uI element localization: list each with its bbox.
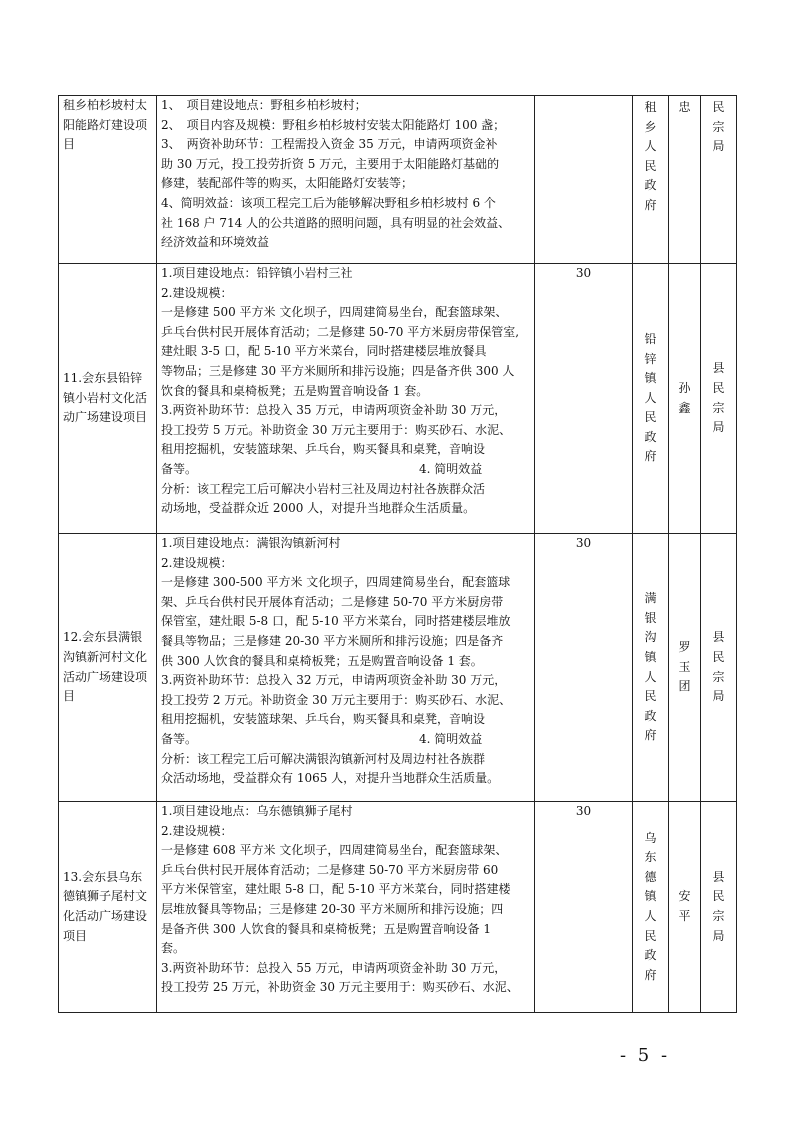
responsible-person-cell: [669, 534, 701, 802]
detail-line: 保管室，建灶眼 5-8 口，配 5-10 平方米菜台，同时搭建楼层堆放: [161, 614, 511, 629]
project-name-cell: 租乡柏杉坡村太阳能路灯建设项目: [59, 96, 157, 264]
detail-line: 乒乓台供村民开展体育活动；二是修建 50-70 平方米厨房带保管室,: [161, 324, 520, 339]
project-table: [58, 95, 737, 1013]
detail-line: 建灶眼 3-5 口，配 5-10 平方米菜台，同时搭建楼层堆放餐具: [161, 344, 487, 359]
responsible-person-cell: [669, 264, 701, 534]
detail-line: 平方米保管室，建灶眼 5-8 口，配 5-10 平方米菜台，同时搭建楼: [161, 882, 511, 897]
responsible-person-cell: [669, 96, 701, 264]
detail-line: 一是修建 500 平方米 文化坝子，四周建简易坐台，配套篮球架、: [161, 305, 508, 320]
funding-amount-cell: 30: [535, 264, 633, 534]
responsible-person-text: 忠: [678, 100, 691, 114]
funding-amount-cell: 30: [535, 534, 633, 802]
project-name-cell: 12.会东县满银沟镇新河村文化活动广场建设项目: [59, 534, 157, 802]
project-detail-cell: [157, 534, 535, 802]
funding-amount-cell: 30: [535, 802, 633, 1013]
detail-line: 一是修建 608 平方米 文化坝子，四周建简易坐台，配套篮球架、: [161, 843, 508, 858]
detail-line: 分析：该工程完工后可解决小岩村三社及周边村社各族群众活: [161, 481, 486, 496]
responsible-person-text: 罗玉团: [678, 640, 691, 694]
implementing-unit-text: 铅锌镇人民政府: [644, 331, 657, 464]
page-number: - 5 -: [620, 1045, 671, 1066]
responsible-person-cell: [669, 802, 701, 1013]
detail-line: 3、 两资补助环节：工程需投入资金 35 万元，申请两项资金补: [161, 137, 498, 152]
implementing-unit-cell: [633, 96, 669, 264]
funding-amount-cell: [535, 96, 633, 264]
detail-line: 投工投劳 5 万元。补助资金 30 万元主要用于：购买砂石、水泥、: [161, 422, 512, 437]
table-row: [59, 96, 737, 264]
implementing-unit-cell: [633, 802, 669, 1013]
project-detail-cell: [157, 264, 535, 534]
detail-line: 1.项目建设地点：铅锌镇小岩村三社: [161, 266, 353, 280]
department-text: 民宗局: [712, 100, 725, 154]
detail-line: 经济效益和环境效益: [161, 235, 270, 250]
detail-line: 修建，装配部件等的购买，太阳能路灯安装等；: [161, 176, 414, 191]
detail-line: 备等。 4. 简明效益: [161, 461, 483, 476]
detail-line: 一是修建 300-500 平方米 文化坝子，四周建简易坐台，配套篮球: [161, 575, 511, 590]
detail-line: 1、 项目建设地点：野租乡柏杉坡村；: [161, 98, 367, 112]
detail-line: 投工投劳 25 万元，补助资金 30 万元主要用于：购买砂石、水泥、: [161, 980, 519, 995]
detail-line: 众活动场地，受益群众有 1065 人，对提升当地群众生活质量。: [161, 771, 500, 786]
detail-line: 分析：该工程完工后可解决满银沟镇新河村及周边村社各族群: [161, 751, 486, 766]
detail-line: 餐具等物品；三是修建 20-30 平方米厕所和排污设施；四是备齐: [161, 633, 504, 648]
detail-line: 社 168 户 714 人的公共道路的照明问题，具有明显的社会效益、: [161, 215, 511, 230]
detail-line: 是备齐供 300 人饮食的餐具和桌椅板凳；五是购置音响设备 1: [161, 921, 491, 936]
detail-line: 3.两资补助环节：总投入 55 万元，申请两项资金补助 30 万元，: [161, 960, 507, 975]
detail-line: 投工投劳 2 万元。补助资金 30 万元主要用于：购买砂石、水泥、: [161, 692, 512, 707]
detail-line: 3.两资补助环节：总投入 35 万元，申请两项资金补助 30 万元，: [161, 403, 507, 418]
detail-line: 层堆放餐具等物品；三是修建 20-30 平方米厕所和排污设施；四: [161, 901, 504, 916]
department-cell: [701, 534, 737, 802]
table-row: [59, 534, 737, 802]
department-text: 县民宗局: [712, 361, 725, 435]
department-text: 县民宗局: [712, 630, 725, 704]
detail-line: 2.建设规模：: [161, 285, 233, 300]
detail-line: 备等。 4. 简明效益: [161, 731, 483, 746]
detail-line: 2、 项目内容及规模：野租乡柏杉坡村安装太阳能路灯 100 盏；: [161, 117, 506, 132]
detail-line: 租用挖掘机，安装篮球架、乒乓台，购买餐具和桌凳，音响设: [161, 712, 486, 727]
implementing-unit-text: 租乡人民政府: [644, 100, 657, 212]
detail-line: 饮食的餐具和桌椅板凳；五是购置音响设备 1 套。: [161, 383, 429, 398]
table-row: [59, 802, 737, 1013]
detail-line: 2.建设规模：: [161, 823, 233, 838]
responsible-person-text: 孙鑫: [678, 380, 691, 415]
implementing-unit-text: 满银沟镇人民政府: [644, 591, 657, 743]
department-cell: [701, 96, 737, 264]
detail-line: 1.项目建设地点：乌东德镇狮子尾村: [161, 804, 353, 818]
detail-line: 2.建设规模：: [161, 555, 233, 570]
implementing-unit-text: 乌东德镇人民政府: [644, 830, 657, 982]
department-cell: [701, 264, 737, 534]
detail-line: 助 30 万元，投工投劳折资 5 万元，主要用于太阳能路灯基础的: [161, 156, 500, 171]
project-name-cell: 11.会东县铅锌镇小岩村文化活动广场建设项目: [59, 264, 157, 534]
project-detail-cell: [157, 802, 535, 1013]
detail-line: 等物品；三是修建 30 平方米厕所和排污设施；四是备齐供 300 人: [161, 363, 515, 378]
department-text: 县民宗局: [712, 869, 725, 943]
detail-line: 套。: [161, 941, 186, 956]
project-detail-cell: [157, 96, 535, 264]
responsible-person-text: 安平: [678, 889, 691, 923]
detail-line: 乒乓台供村民开展体育活动；二是修建 50-70 平方米厨房带 60: [161, 862, 499, 877]
detail-line: 1.项目建设地点：满银沟镇新河村: [161, 536, 341, 550]
detail-line: 供 300 人饮食的餐具和桌椅板凳；五是购置音响设备 1 套。: [161, 653, 483, 668]
table-row: [59, 264, 737, 534]
implementing-unit-cell: [633, 534, 669, 802]
detail-line: 4、简明效益：该项工程完工后为能够解决野租乡柏杉坡村 6 个: [161, 195, 496, 210]
detail-line: 动场地，受益群众近 2000 人，对提升当地群众生活质量。: [161, 501, 476, 516]
project-name-cell: 13.会东县乌东德镇狮子尾村文化活动广场建设项目: [59, 802, 157, 1013]
detail-line: 架、乒乓台供村民开展体育活动；二是修建 50-70 平方米厨房带: [161, 594, 504, 609]
implementing-unit-cell: [633, 264, 669, 534]
detail-line: 租用挖掘机，安装篮球架、乒乓台，购买餐具和桌凳，音响设: [161, 442, 486, 457]
department-cell: [701, 802, 737, 1013]
detail-line: 3.两资补助环节：总投入 32 万元，申请两项资金补助 30 万元，: [161, 673, 507, 688]
